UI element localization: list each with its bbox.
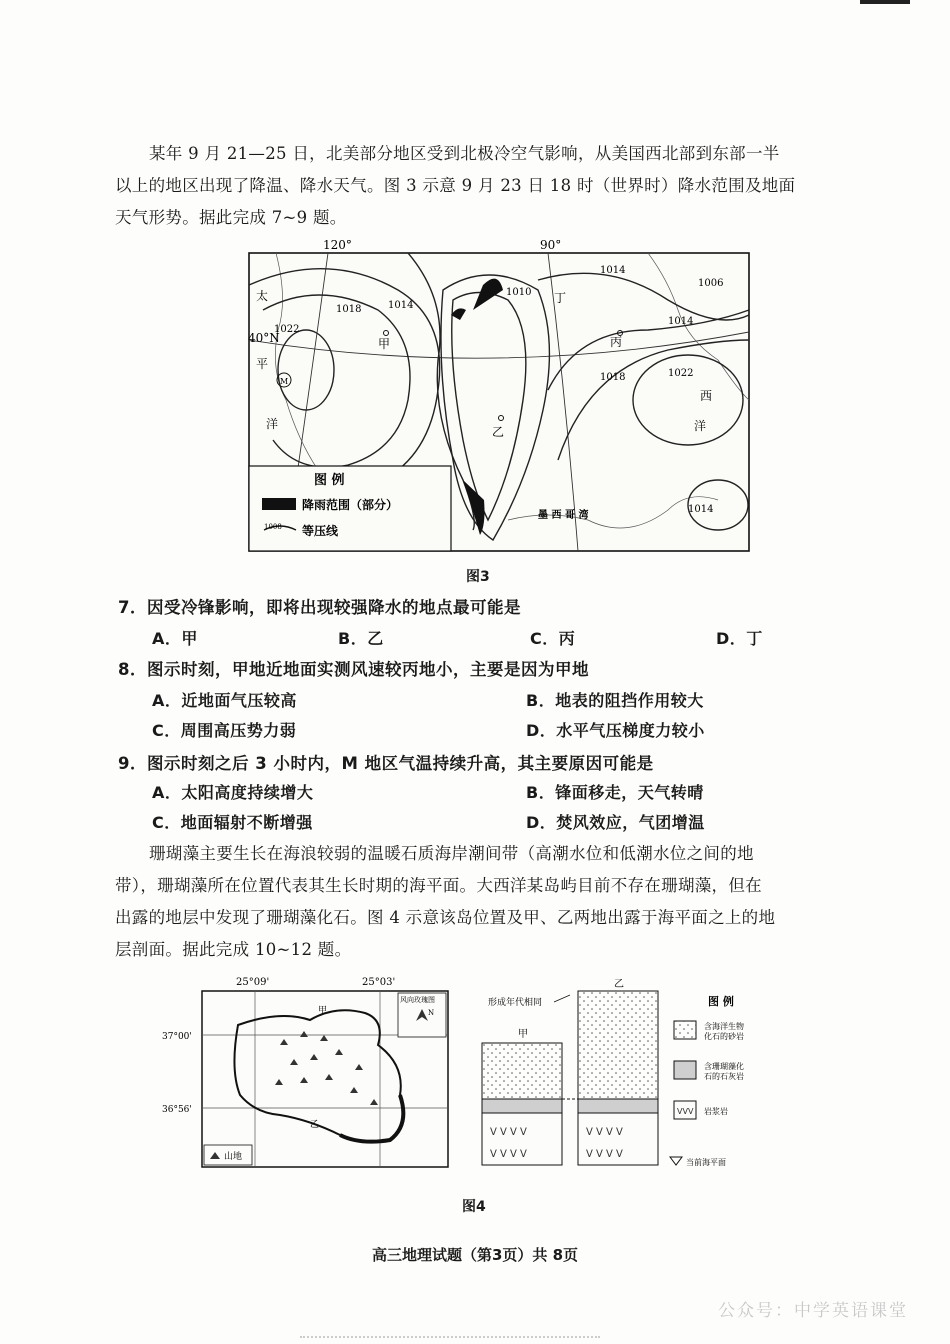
label-lon2: 25°03' [362,977,396,988]
figure4-island-map [160,975,450,1170]
label-ocean-3: 洋 [266,417,279,431]
label-lat-40: 40°N [248,331,280,345]
label-atlantic-2: 洋 [694,419,707,433]
intro-paragraph-1 [115,138,845,234]
question-9-stem: 9．图示时刻之后 3 小时内，M 地区气温持续升高，其主要原因可能是 [118,754,654,773]
legend-isobar-label: 等压线 [302,524,339,538]
svg-text:ᐯᐯᐯ: ᐯᐯᐯ [677,1107,694,1116]
label-p1014-top: 1014 [600,265,626,276]
label-p1022-right: 1022 [668,368,694,379]
question-8-option-a[interactable]: A．近地面气压较高 [152,691,297,710]
intro2-line4: 层剖面。据此完成 10~12 题。 [115,940,352,959]
figure4-strata-sections [478,975,798,1170]
question-9-option-d[interactable]: D．焚风效应，气团增温 [526,813,705,832]
intro1-line2: 以上的地区出现了降温、降水天气。图 3 示意 9 月 23 日 18 时（世界时）降水范围及地面 [115,176,796,195]
intro2-line1: 珊瑚藻主要生长在海浪较弱的温暖石质海岸潮间带（高潮水位和低潮水位之间的地 [149,844,754,863]
label-lon-90: 90° [540,240,562,252]
page-footer: 高三地理试题（第3页）共 8页 [371,1246,579,1264]
label-sec-yi: 乙 [614,979,624,990]
figure3-caption: 图3 [466,569,490,585]
label-p1010: 1010 [506,287,532,298]
legend-limestone-swatch [674,1061,696,1079]
label-lon1: 25°09' [236,977,270,988]
label-p1006-top: 1006 [698,278,724,289]
question-7-option-c[interactable]: C．丙 [530,629,576,648]
watermark: 公众号：中学英语课堂 [718,1301,908,1321]
question-7-option-a[interactable]: A．甲 [152,629,198,648]
question-8-stem: 8．图示时刻，甲地近地面实测风速较丙地小，主要是因为甲地 [118,660,589,679]
label-ocean-1: 太 [256,289,269,303]
jia-limestone-layer [482,1099,562,1113]
legend-rain-swatch [262,498,296,510]
page-edge-mark [860,0,910,4]
sea-level-icon [670,1157,682,1165]
label-jia: 甲 [378,337,391,351]
question-7-option-b[interactable]: B．乙 [338,629,384,648]
question-9-option-a[interactable]: A．太阳高度持续增大 [152,783,314,802]
intro2-line2: 带），珊瑚藻所在位置代表其生长时期的海平面。大西洋某岛屿目前不存在珊瑚藻，但在 [115,876,762,895]
svg-text:ᐯ ᐯ ᐯ ᐯ: ᐯ ᐯ ᐯ ᐯ [490,1127,527,1138]
label-p1014-left: 1014 [388,300,414,311]
question-7-stem: 7．因受冷锋影响，即将出现较强降水的地点最可能是 [118,598,521,617]
legend-sandstone-1: 含海洋生物 [704,1022,744,1031]
intro1-line1: 某年 9 月 21—25 日，北美部分地区受到北极冷空气影响，从美国西北部到东部一半 [149,144,780,163]
svg-text:ᐯ ᐯ ᐯ ᐯ: ᐯ ᐯ ᐯ ᐯ [490,1149,527,1160]
label-sec-jia: 甲 [518,1029,528,1040]
legend-sandstone-2: 化石的砂岩 [704,1032,744,1041]
question-7-option-d[interactable]: D．丁 [716,629,763,648]
label-p1018-left: 1018 [336,304,362,315]
label-M: M [280,377,289,386]
figure3-weather-map [248,240,750,552]
label-wind-rose: 风向玫瑰图 [400,996,435,1004]
label-map-yi: 乙 [310,1120,320,1130]
question-8-option-d[interactable]: D．水平气压梯度力较小 [526,721,705,740]
question-8-option-c[interactable]: C．周围高压势力弱 [152,721,297,740]
mountain-legend-label: 山地 [224,1152,243,1162]
question-9-option-b[interactable]: B．锋面移走，天气转晴 [526,783,704,802]
legend-sealevel: 当前海平面 [686,1158,726,1167]
label-p1022-left: 1022 [274,324,300,335]
jia-sandstone-layer [482,1043,562,1099]
question-8-option-b[interactable]: B．地表的阻挡作用较大 [526,691,704,710]
label-lat2: 36°56' [162,1105,192,1115]
label-map-jia: 甲 [318,1006,328,1016]
label-same-age: 形成年代相同 [488,998,543,1008]
question-9-option-c[interactable]: C．地面辐射不断增强 [152,813,313,832]
intro1-line3: 天气形势。据此完成 7~9 题。 [115,208,347,227]
legend-title: 图 例 [314,473,345,488]
label-gulf: 墨 西 哥 湾 [538,510,589,521]
yi-limestone-layer [578,1099,658,1113]
label-lon-120: 120° [323,240,352,252]
intro2-line3: 出露的地层中发现了珊瑚藻化石。图 4 示意该岛位置及甲、乙两地出露于海平面之上的地 [115,908,776,927]
legend-basalt: 岩浆岩 [704,1107,728,1116]
bottom-stripe [300,1336,600,1341]
label-p1014-bottom: 1014 [688,504,714,515]
legend-limestone-1: 含珊瑚藻化 [704,1062,744,1071]
yi-sandstone-layer [578,991,658,1099]
label-lat1: 37°00' [162,1032,192,1042]
label-bing: 丙 [610,335,623,349]
label-north: N [428,1009,435,1017]
intro-paragraph-2 [115,838,845,966]
figure4-caption: 图4 [462,1199,486,1215]
label-atlantic-1: 西 [700,389,713,403]
label-p1018-right: 1018 [600,372,626,383]
svg-text:ᐯ ᐯ ᐯ ᐯ: ᐯ ᐯ ᐯ ᐯ [586,1149,623,1160]
label-yi: 乙 [492,425,505,439]
legend-limestone-2: 石的石灰岩 [704,1072,744,1081]
label-p1014-right: 1014 [668,316,694,327]
svg-text:ᐯ ᐯ ᐯ ᐯ: ᐯ ᐯ ᐯ ᐯ [586,1127,623,1138]
legend-sandstone-swatch [674,1021,696,1039]
label-ding: 丁 [554,291,567,305]
legend4-title: 图 例 [708,995,734,1008]
legend-isobar-sample: 1008 [264,523,282,531]
label-ocean-2: 平 [256,357,269,371]
legend-rain-label: 降雨范围（部分） [302,498,399,512]
